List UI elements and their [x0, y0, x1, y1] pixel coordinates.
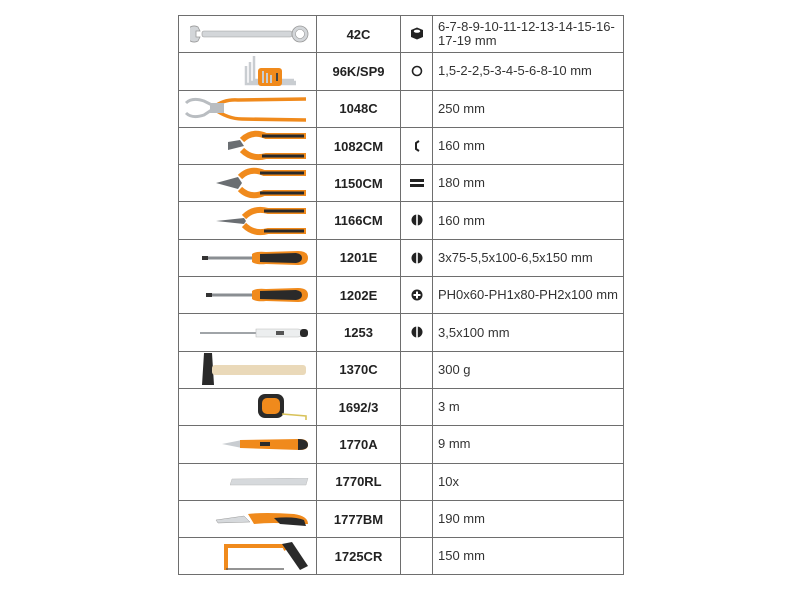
icon-cell — [401, 16, 433, 53]
size-description: 3,5x100 mm — [433, 314, 624, 351]
product-code: 1082CM — [317, 127, 401, 164]
electricians-knife-icon — [214, 510, 310, 528]
water-pump-pliers-icon — [184, 95, 310, 123]
table-row — [179, 53, 624, 90]
product-code: 1777BM — [317, 500, 401, 537]
product-code: 1770A — [317, 426, 401, 463]
tool-image-cell — [179, 202, 317, 239]
tool-list-table — [178, 15, 624, 575]
icon-cell — [401, 351, 433, 388]
slotted-tip-icon — [411, 326, 423, 338]
icon-cell — [401, 426, 433, 463]
tool-image-cell — [179, 463, 317, 500]
product-code: 1201E — [317, 239, 401, 276]
size-description: 6-7-8-9-10-11-12-13-14-15-16-17-19 mm — [433, 16, 624, 53]
table-row — [179, 388, 624, 425]
product-code: 1048C — [317, 90, 401, 127]
tape-measure-icon — [256, 392, 310, 422]
icon-cell — [401, 127, 433, 164]
size-description: 10x — [433, 463, 624, 500]
product-code: 42C — [317, 16, 401, 53]
junior-hacksaw-icon — [220, 540, 310, 572]
icon-cell — [401, 500, 433, 537]
hammer-icon — [198, 353, 310, 387]
product-code: 1166CM — [317, 202, 401, 239]
size-description: 1,5-2-2,5-3-4-5-6-8-10 mm — [433, 53, 624, 90]
table-row — [179, 426, 624, 463]
product-code: 1150CM — [317, 165, 401, 202]
utility-knife-icon — [220, 436, 310, 452]
table-row — [179, 463, 624, 500]
long-nose-pliers-icon — [214, 205, 310, 237]
icon-cell — [401, 314, 433, 351]
tool-image-cell — [179, 351, 317, 388]
hex-nut-icon — [410, 27, 424, 40]
spare-blades-icon — [230, 478, 310, 486]
combination-wrench-icon — [190, 23, 310, 45]
tool-image-cell — [179, 127, 317, 164]
voltage-tester-icon — [198, 326, 310, 340]
tool-image-cell — [179, 90, 317, 127]
icon-cell — [401, 90, 433, 127]
icon-cell — [401, 202, 433, 239]
hex-socket-icon — [411, 65, 423, 77]
size-description: 180 mm — [433, 165, 624, 202]
tool-image-cell — [179, 277, 317, 314]
icon-cell — [401, 388, 433, 425]
phillips-tip-icon — [411, 289, 423, 301]
size-description: 3 m — [433, 388, 624, 425]
icon-cell — [401, 538, 433, 575]
table-row — [179, 500, 624, 537]
phillips-screwdriver-icon — [200, 286, 310, 304]
product-code: 96K/SP9 — [317, 53, 401, 90]
slotted-screwdriver-icon — [200, 249, 310, 267]
size-description: 190 mm — [433, 500, 624, 537]
product-code: 1692/3 — [317, 388, 401, 425]
slotted-tip-icon — [411, 214, 423, 226]
diagonal-cutters-icon — [226, 130, 310, 162]
size-description: PH0x60-PH1x80-PH2x100 mm — [433, 277, 624, 314]
product-code: 1370C — [317, 351, 401, 388]
tool-image-cell — [179, 388, 317, 425]
table-row — [179, 351, 624, 388]
table-row — [179, 538, 624, 575]
tool-image-cell — [179, 53, 317, 90]
flat-jaw-icon — [410, 179, 424, 187]
table-row — [179, 277, 624, 314]
product-code: 1202E — [317, 277, 401, 314]
cutter-edge-icon — [413, 140, 421, 152]
icon-cell — [401, 53, 433, 90]
product-code: 1770RL — [317, 463, 401, 500]
tool-image-cell — [179, 538, 317, 575]
size-description: 160 mm — [433, 202, 624, 239]
combination-pliers-icon — [214, 167, 310, 199]
size-description: 250 mm — [433, 90, 624, 127]
tool-image-cell — [179, 500, 317, 537]
table-row — [179, 202, 624, 239]
size-description: 3x75-5,5x100-6,5x150 mm — [433, 239, 624, 276]
table-row — [179, 90, 624, 127]
size-description: 9 mm — [433, 426, 624, 463]
table-row — [179, 127, 624, 164]
size-description: 300 g — [433, 351, 624, 388]
tool-image-cell — [179, 165, 317, 202]
icon-cell — [401, 277, 433, 314]
table-row — [179, 314, 624, 351]
tool-image-cell — [179, 314, 317, 351]
tool-image-cell — [179, 239, 317, 276]
product-code: 1725CR — [317, 538, 401, 575]
table-row — [179, 239, 624, 276]
tool-image-cell — [179, 16, 317, 53]
tool-image-cell — [179, 426, 317, 463]
table-row — [179, 16, 624, 53]
table-row — [179, 165, 624, 202]
product-code: 1253 — [317, 314, 401, 351]
icon-cell — [401, 463, 433, 500]
size-description: 160 mm — [433, 127, 624, 164]
icon-cell — [401, 165, 433, 202]
hex-key-set-icon — [240, 54, 310, 88]
size-description: 150 mm — [433, 538, 624, 575]
slotted-tip-icon — [411, 252, 423, 264]
icon-cell — [401, 239, 433, 276]
